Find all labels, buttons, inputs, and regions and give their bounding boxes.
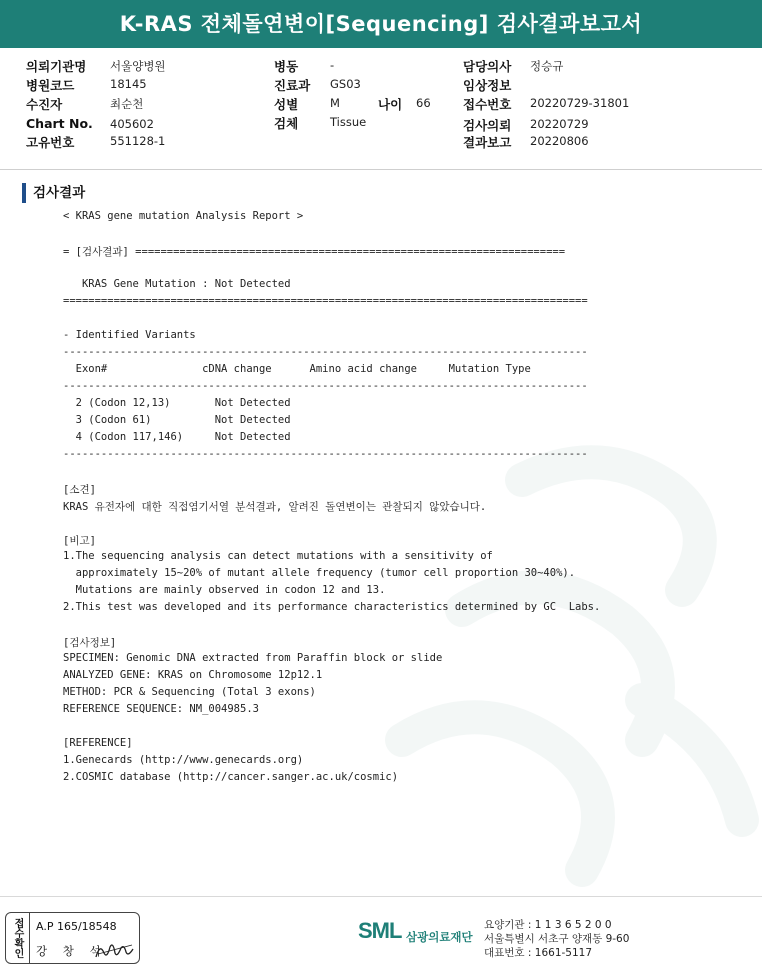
test-info-heading: [검사정보] <box>63 637 117 649</box>
table-divider: ----------------------------------------------------------------------------------- <box>63 448 588 460</box>
organization-address: 서울특별시 서초구 양재동 9-60 <box>484 933 630 945</box>
opinion-heading: [소견] <box>63 484 96 496</box>
unique-no-label: 고유번호 <box>26 135 75 150</box>
department-value: GS03 <box>330 77 361 91</box>
chart-no-label: Chart No. <box>26 116 93 131</box>
department-label: 진료과 <box>274 78 311 93</box>
institution-number: 요양기관 : 1 1 3 6 5 2 0 0 <box>484 919 612 931</box>
result-divider-header: = [검사결과] ==================================================================== <box>63 246 566 258</box>
sex-value: M <box>330 96 340 110</box>
hospital-code-label: 병원코드 <box>26 78 75 93</box>
patient-name-label: 수진자 <box>26 97 63 112</box>
footer-divider <box>0 896 762 897</box>
sex-label: 성별 <box>274 97 299 112</box>
remarks-line: approximately 15~20% of mutant allele frequency (tumor cell proportion 30~40%). <box>63 567 576 579</box>
institution-value: 서울양병원 <box>110 59 166 73</box>
report-date-label: 결과보고 <box>463 135 512 150</box>
request-date-label: 검사의뢰 <box>463 118 512 133</box>
handwritten-signature <box>94 939 136 961</box>
test-info-line: ANALYZED GENE: KRAS on Chromosome 12p12.1 <box>63 669 323 681</box>
table-row: 2 (Codon 12,13) Not Detected <box>63 397 291 409</box>
ward-label: 병동 <box>274 59 299 74</box>
doctor-label: 담당의사 <box>463 59 512 74</box>
foundation-name: 삼광의료재단 <box>406 930 473 944</box>
chart-no-value: 405602 <box>110 117 154 131</box>
organization-phone: 대표번호 : 1661-5117 <box>484 947 593 959</box>
signer-name: 강 창 석 <box>36 944 107 958</box>
report-title: K-RAS 전체돌연변이[Sequencing] 검사결과보고서 <box>0 0 762 48</box>
remarks-line: 2.This test was developed and its performance characteristics determined by GC Labs. <box>63 601 601 613</box>
table-row: 3 (Codon 61) Not Detected <box>63 414 291 426</box>
clinical-info-label: 임상정보 <box>463 78 512 93</box>
request-date-value: 20220729 <box>530 117 589 131</box>
table-divider: ----------------------------------------------------------------------------------- <box>63 346 588 358</box>
report-heading: < KRAS gene mutation Analysis Report > <box>63 210 304 222</box>
table-row: 4 (Codon 117,146) Not Detected <box>63 431 291 443</box>
stamp-label: 접수확인 <box>6 913 30 963</box>
double-divider: =================================================================================== <box>63 295 588 307</box>
test-info-line: METHOD: PCR & Sequencing (Total 3 exons) <box>63 686 316 698</box>
reference-line: 2.COSMIC database (http://cancer.sanger.ac.uk/cosmic) <box>63 771 399 783</box>
opinion-text: KRAS 유전자에 대한 직접염기서열 분석결과, 알려진 돌연변이는 관찰되지 않았습니다. <box>63 501 487 513</box>
patient-info-panel <box>0 48 762 170</box>
receipt-no-label: 접수번호 <box>463 97 512 112</box>
reference-heading: [REFERENCE] <box>63 737 133 749</box>
organization-info <box>484 918 629 960</box>
section-title: 검사결과 <box>22 183 85 203</box>
ap-number: A.P 165/18548 <box>36 920 117 933</box>
mutation-result: KRAS Gene Mutation : Not Detected <box>63 278 291 290</box>
age-value: 66 <box>416 96 431 110</box>
table-divider: ----------------------------------------------------------------------------------- <box>63 380 588 392</box>
specimen-label: 검체 <box>274 116 299 131</box>
institution-label: 의뢰기관명 <box>26 59 87 74</box>
patient-name-value: 최순천 <box>110 97 144 111</box>
hospital-code-value: 18145 <box>110 77 147 91</box>
ward-value: - <box>330 58 335 72</box>
specimen-value: Tissue <box>330 115 367 129</box>
receipt-no-value: 20220729-31801 <box>530 96 630 110</box>
sml-logo <box>358 918 482 954</box>
logo-mark: SML <box>358 918 402 943</box>
age-label: 나이 <box>378 97 403 112</box>
remarks-line: 1.The sequencing analysis can detect mutations with a sensitivity of <box>63 550 493 562</box>
remarks-line: Mutations are mainly observed in codon 12 and 13. <box>63 584 386 596</box>
reference-line: 1.Genecards (http://www.genecards.org) <box>63 754 304 766</box>
test-info-line: REFERENCE SEQUENCE: NM_004985.3 <box>63 703 259 715</box>
test-info-line: SPECIMEN: Genomic DNA extracted from Paraffin block or slide <box>63 652 443 664</box>
unique-no-value: 551128-1 <box>110 134 166 148</box>
remarks-heading: [비고] <box>63 535 96 547</box>
table-header: Exon# cDNA change Amino acid change Mutation Type <box>63 363 531 375</box>
signature-box <box>5 912 140 964</box>
logo-watermark <box>342 400 762 900</box>
report-date-value: 20220806 <box>530 134 589 148</box>
variants-heading: - Identified Variants <box>63 329 196 341</box>
doctor-value: 정승규 <box>530 59 564 73</box>
